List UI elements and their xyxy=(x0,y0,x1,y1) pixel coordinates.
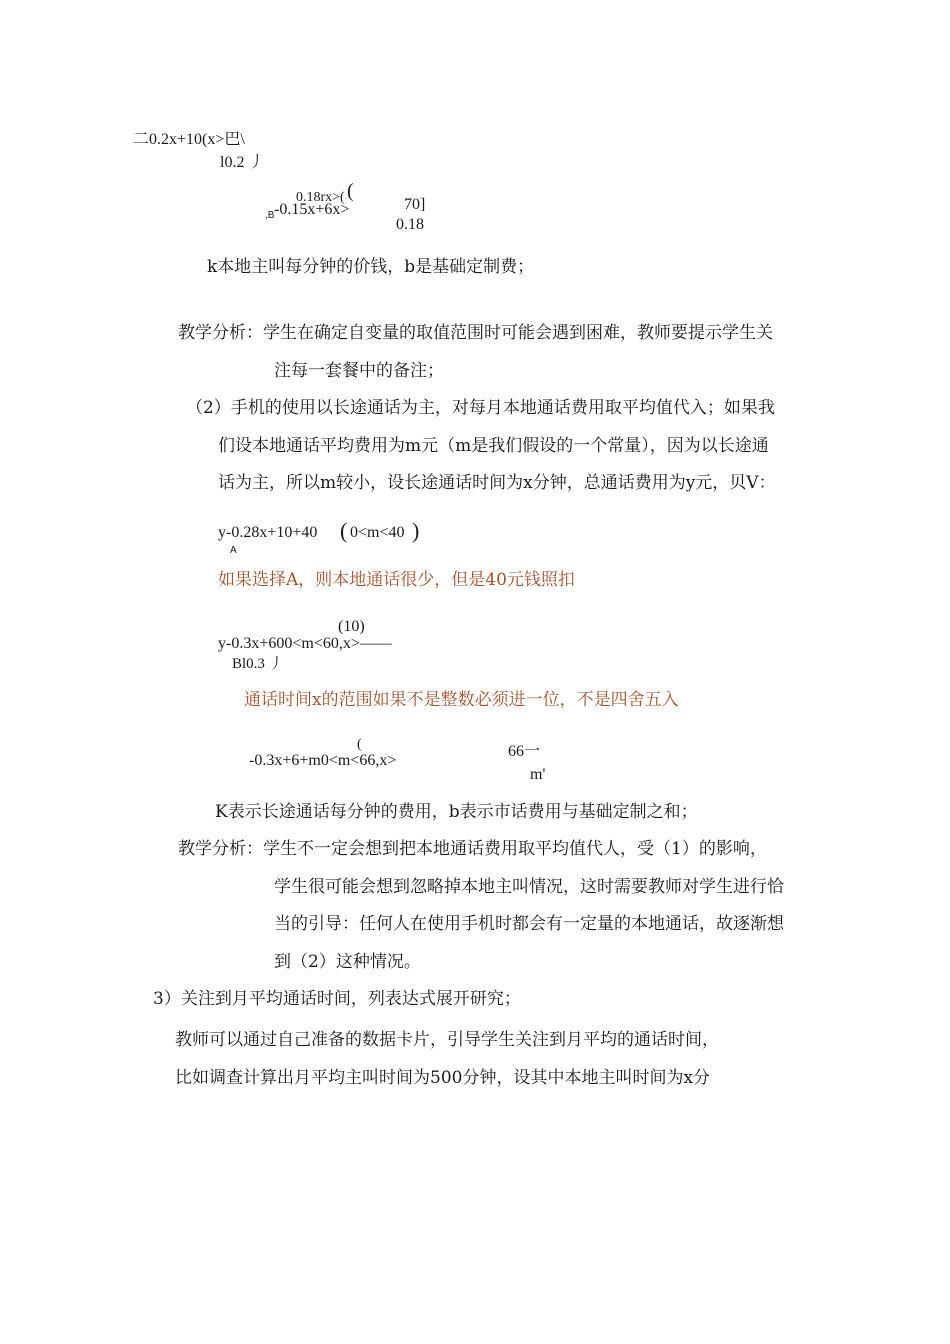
case-2-line-1: （2）手机的使用以长途通话为主，对每月本地通话费用取平均值代入；如果我 xyxy=(186,398,775,418)
formula-5-paren: ( xyxy=(357,737,362,752)
formula-4-top: (10) xyxy=(338,618,365,635)
teaching-analysis-2-line-3: 当的引导：任何人在使用手机时都会有一定量的本地通话，故逐渐想 xyxy=(274,914,784,934)
section-3-line-1: 教师可以通过自己准备的数据卡片，引导学生关注到月平均的通话时间， xyxy=(175,1030,719,1050)
case-2-line-3: 话为主，所以m较小，设长途通话时间为x分钟，总通话费用为y元，贝V： xyxy=(218,473,776,493)
formula-4-main: y-0.3x+600<m<60,x>—— xyxy=(218,635,392,652)
note-choose-a: 如果选择A，则本地通话很少，但是40元钱照扣 xyxy=(218,570,575,590)
formula-3-main: y-0.28x+10+40 xyxy=(218,524,318,541)
formula-2-paren: ( xyxy=(347,180,354,202)
teaching-analysis-2-line-1: 教学分析：学生不一定会想到把本地通话费用取平均值代人，受（1）的影响， xyxy=(178,839,767,859)
formula-1-line-1: 二0.2x+10(x>巴\ xyxy=(133,131,245,148)
section-3-heading: 3）关注到月平均通话时间，列表达式展开研究； xyxy=(153,989,521,1009)
formula-1-line-2: l0.2 丿 xyxy=(220,154,265,171)
formula-2-right-bottom: 0.18 xyxy=(396,216,424,233)
section-3-line-2: 比如调查计算出月平均主叫时间为500分钟，设其中本地主叫时间为x分 xyxy=(175,1068,711,1088)
formula-3-paren-close: ) xyxy=(412,518,420,543)
formula-5-main: -0.3x+6+m0<m<66,x> xyxy=(249,752,397,769)
formula-3-subscript: A xyxy=(230,545,237,556)
formula-2-subscript: ,B xyxy=(265,210,275,221)
teaching-analysis-2-line-4: 到（2）这种情况。 xyxy=(274,952,421,972)
formula-2-overline: 0.18rx>( xyxy=(296,190,345,205)
formula-2-right-top: 70] xyxy=(404,196,426,213)
case-2-line-2: 们设本地通话平均费用为m元（m是我们假设的一个常量），因为以长途通 xyxy=(218,436,769,456)
teaching-analysis-2-line-2: 学生很可能会想到忽略掉本地主叫情况，这时需要教师对学生进行恰 xyxy=(274,877,784,897)
formula-5-right-bottom: m' xyxy=(530,766,546,783)
formula-3-paren-open: ( xyxy=(340,518,348,543)
formula-2-main: -0.15x+6x> xyxy=(274,201,350,218)
teaching-analysis-1-line-2: 注每一套餐中的备注； xyxy=(274,361,444,381)
teaching-analysis-1-line-1: 教学分析：学生在确定自变量的取值范围时可能会遇到困难，教师要提示学生关 xyxy=(178,323,773,343)
paragraph-k-meaning: K表示长途通话每分钟的费用，b表示市话费用与基础定制之和； xyxy=(215,802,698,822)
note-round-up: 通话时间x的范围如果不是整数必须进一位，不是四舍五入 xyxy=(244,690,679,710)
formula-4-sub: Bl0.3 丿 xyxy=(232,656,284,672)
formula-3-range: 0<m<40 xyxy=(350,524,405,541)
paragraph-slope-meaning: k本地主叫每分钟的价钱，b是基础定制费； xyxy=(207,257,535,277)
formula-5-right-top: 66一 xyxy=(508,743,541,760)
